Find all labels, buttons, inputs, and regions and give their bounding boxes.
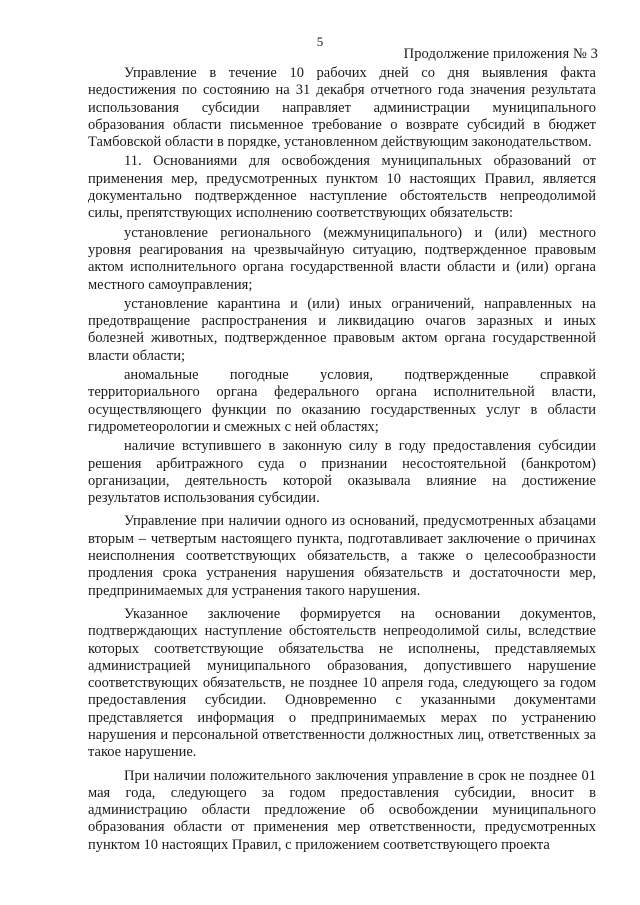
paragraph-documents: Указанное заключение формируется на основании документов, подтверждающих наступление обстоятельств непреодолимой силы, вследствие которых соответствующие обязательства не исполнены, представляемых администрацией муниципального образования, допустившего нарушение соответствующих обязательств, не позднее 10 апреля года, следующего за годом предоставления субсидии. Одновременно с указанными документами представляется информация о предпринимаемых мерах по устранению нарушения и персональной ответственности должностных лиц, ответственных за такое нарушение. — [88, 605, 596, 761]
paragraph-bankruptcy: наличие вступившего в законную силу в году предоставления субсидии решения арбитражного суда о признании несостоятельной (банкротом) организации, деятельность которой оказывала влияние на достижение результатов использования субсидии. — [88, 438, 596, 507]
paragraph-conclusion: Управление при наличии одного из оснований, предусмотренных абзацами вторым – четвертым настоящего пункта, подготавливает заключение о причинах неисполнения соответствующих обязательств, а также о целесообразности продления срока устранения нарушения обязательств и достаточности мер, предпринимаемых для устранения такого нарушения. — [88, 513, 596, 599]
page-number: 5 — [316, 34, 324, 49]
header-note: Продолжение приложения № 3 — [403, 46, 598, 62]
paragraph-quarantine: установление карантина и (или) иных ограничений, направленных на предотвращение распространения и ликвидацию очагов заразных и иных болезней животных, подтвержденное правовым актом органа государственной власти области; — [88, 295, 596, 364]
paragraph-positive-conclusion: При наличии положительного заключения управление в срок не позднее 01 мая года, следующего за годом предоставления субсидии, вносит в администрацию области предложение об освобождении муниципального образования области от применения мер ответственности, предусмотренных пунктом 10 настоящих Правил, с приложением соответствующего проекта — [88, 767, 596, 853]
paragraph-weather: аномальные погодные условия, подтвержденные справкой территориального органа федерального органа исполнительной власти, осуществляющего функции по оказанию государственных услуг в области гидрометеорологии и смежных с ней областях; — [88, 367, 596, 435]
paragraph-return-requirement: Управление в течение 10 рабочих дней со дня выявления факта недостижения по состоянию на 31 декабря отчетного года значения результата использования субсидии направляет администрации муниципального образования области письменное требование о возврате субсидий в бюджет Тамбовской области в порядке, установленном действующим законодательством. — [88, 65, 596, 151]
paragraph-emergency: установление регионального (межмуниципального) и (или) местного уровня реагирования на чрезвычайную ситуацию, подтвержденное правовым актом исполнительного органа государственной власти области и (или) органа местного самоуправления; — [88, 224, 596, 293]
paragraph-clause-11: 11. Основаниями для освобождения муниципальных образований от применения мер, предусмотренных пунктом 10 настоящих Правил, является документально подтвержденное наступление обстоятельств непреодолимой силы, препятствующих исполнению соответствующих обязательств: — [88, 153, 596, 222]
document-body — [88, 65, 596, 854]
